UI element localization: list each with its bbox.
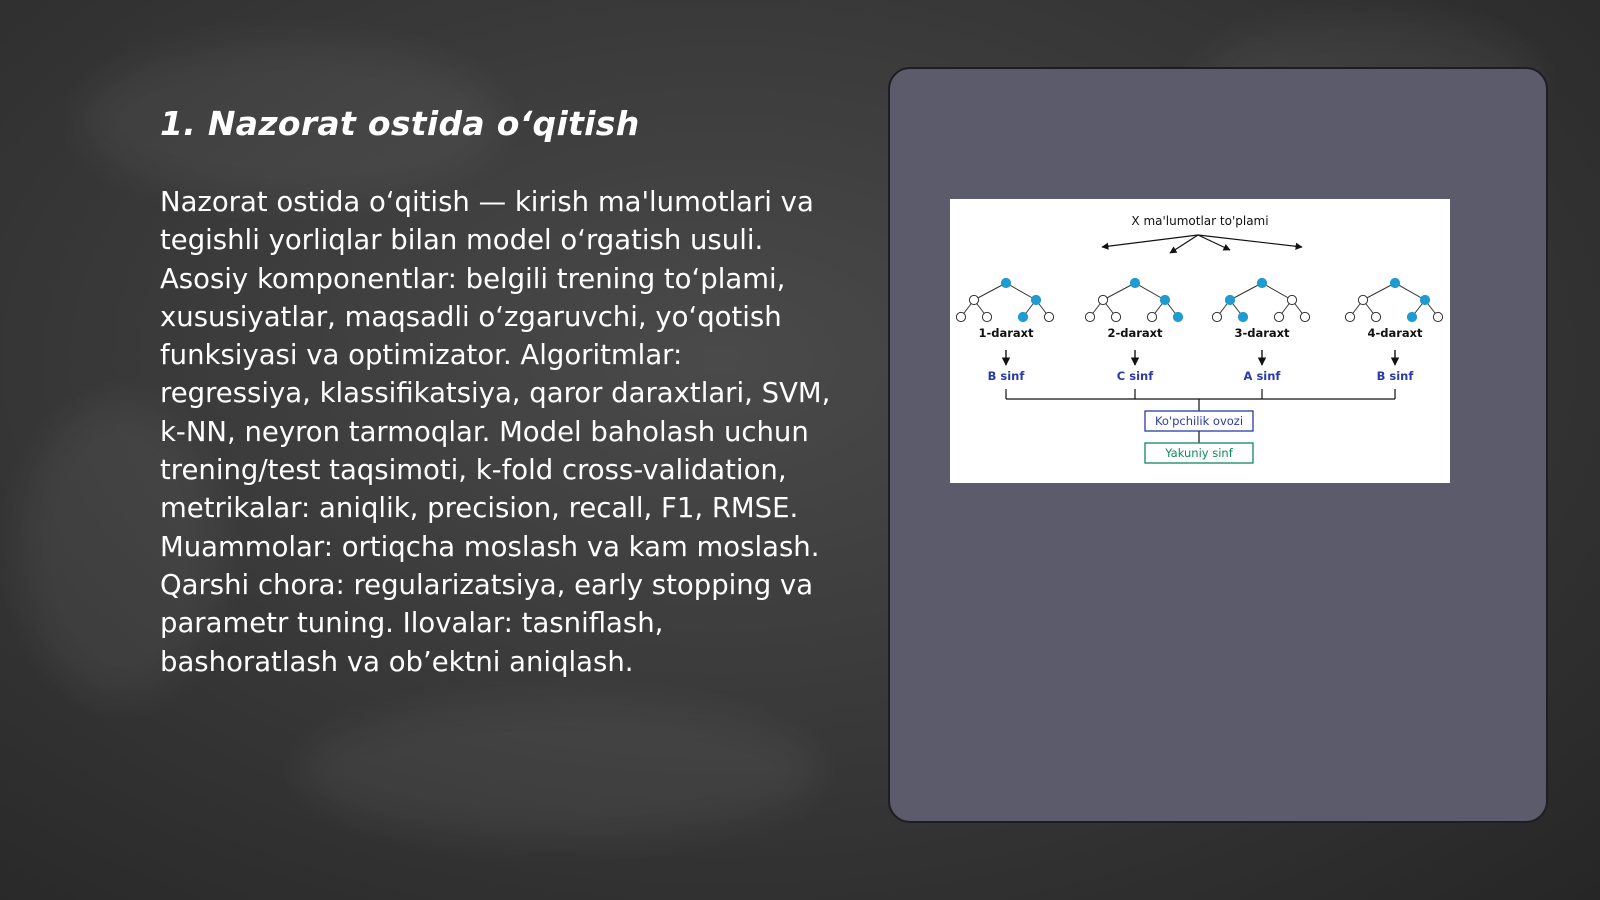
tree-name-label: 1-daraxt bbox=[978, 326, 1034, 340]
tree-node bbox=[1371, 312, 1380, 321]
tree-node bbox=[1173, 312, 1182, 321]
tree-name-label: 2-daraxt bbox=[1107, 326, 1163, 340]
tree-node bbox=[956, 312, 965, 321]
tree-node bbox=[969, 295, 978, 304]
tree-node bbox=[1433, 312, 1442, 321]
dataset-label: X ma'lumotlar to'plami bbox=[1131, 214, 1269, 228]
tree-node bbox=[1085, 312, 1094, 321]
decision-tree-1 bbox=[956, 278, 1053, 383]
tree-node bbox=[982, 312, 991, 321]
tree-node bbox=[1407, 312, 1416, 321]
slide-title: 1. Nazorat ostida o‘qitish bbox=[160, 104, 640, 143]
tree-node bbox=[1130, 278, 1139, 287]
trees-layer bbox=[956, 278, 1442, 383]
decision-tree-3 bbox=[1212, 278, 1309, 383]
tree-node bbox=[1098, 295, 1107, 304]
tree-node bbox=[1225, 295, 1234, 304]
tree-node bbox=[1111, 312, 1120, 321]
tree-node bbox=[1300, 312, 1309, 321]
tree-node bbox=[1044, 312, 1053, 321]
tree-node bbox=[1238, 312, 1247, 321]
tree-node bbox=[1345, 312, 1354, 321]
final-class-label: Yakuniy sinf bbox=[1165, 446, 1233, 460]
tree-node bbox=[1018, 312, 1027, 321]
tree-node bbox=[1031, 295, 1040, 304]
tree-node bbox=[1390, 278, 1399, 287]
dataset-fanout-arrows bbox=[1102, 235, 1302, 253]
random-forest-diagram bbox=[950, 199, 1450, 483]
tree-node bbox=[1420, 295, 1429, 304]
tree-node bbox=[1257, 278, 1266, 287]
tree-node bbox=[1274, 312, 1283, 321]
tree-name-label: 4-daraxt bbox=[1367, 326, 1423, 340]
tree-node bbox=[1287, 295, 1296, 304]
tree-result-label: C sinf bbox=[1116, 369, 1154, 383]
tree-node bbox=[1358, 295, 1367, 304]
chalkboard-smudge bbox=[300, 700, 820, 840]
tree-result-label: A sinf bbox=[1243, 369, 1281, 383]
decision-tree-2 bbox=[1085, 278, 1182, 383]
tree-node bbox=[1147, 312, 1156, 321]
slide-body-text: Nazorat ostida o‘qitish — kirish ma'lumotlari va tegishli yorliqlar bilan model o‘rgatish usuli. Asosiy komponentlar: belgili trening to‘plami, xususiyatlar, maqsadli o‘zgaruvchi, yo‘qotish funksiyasi va optimizator. Algoritmlar: regressiya, klassifikatsiya, qaror daraxtlari, SVM, k-NN, neyron tarmoqlar. Model baholash uchun trening/test taqsimoti, k-fold cross-validation, metrikalar: aniqlik, precision, recall, F1, RMSE. Muammolar: ortiqcha moslash va kam moslash. Qarshi chora: regularizatsiya, early stopping va parametr tuning. Ilovalar: tasniflash, bashoratlash va ob’ektni aniqlash. bbox=[160, 186, 831, 678]
tree-node bbox=[1160, 295, 1169, 304]
tree-node bbox=[1212, 312, 1221, 321]
majority-vote-label: Ko'pchilik ovozi bbox=[1154, 414, 1244, 428]
tree-result-label: B sinf bbox=[987, 369, 1025, 383]
tree-result-label: B sinf bbox=[1376, 369, 1414, 383]
tree-name-label: 3-daraxt bbox=[1234, 326, 1290, 340]
decision-tree-4 bbox=[1345, 278, 1442, 383]
tree-node bbox=[1001, 278, 1010, 287]
